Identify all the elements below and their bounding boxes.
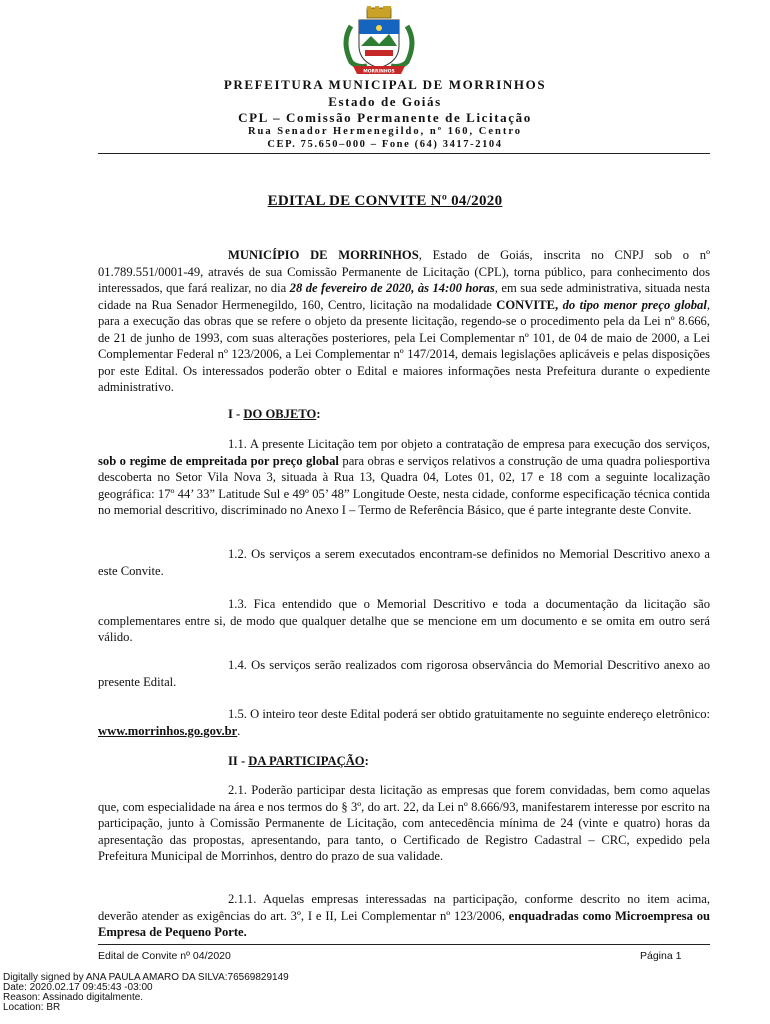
clause-1-4: 1.4. Os serviços serão realizados com rigorosa observância do Memorial Descritivo anexo ao presente Edital. bbox=[98, 658, 710, 689]
signature-reason: Reason: Assinado digitalmente. bbox=[3, 992, 144, 1003]
clause-1-1-text-1: 1.1. A presente Licitação tem por objeto a contratação de empresa para execução dos serviços, bbox=[228, 437, 710, 451]
clause-2-1-1-text: 2.1.1. Aquelas empresas interessadas na participação, conforme descrito no item acima, deverão atender as exigências do art. 3º, I e II, Lei Complementar nº 123/2006, bbox=[98, 892, 710, 923]
clause-1-3: 1.3. Fica entendido que o Memorial Descritivo e toda a documentação da licitação são complementares entre si, de modo que qualquer detalhe que se mencione em um documento e se omita em outro será válido. bbox=[98, 597, 710, 644]
footer-page-number: Página 1 bbox=[640, 950, 682, 962]
intro-municipality: MUNICÍPIO DE MORRINHOS bbox=[228, 248, 419, 262]
footer-document-name: Edital de Convite nº 04/2020 bbox=[98, 950, 231, 962]
header-contact: CEP. 75.650–000 – Fone (64) 3417-2104 bbox=[267, 139, 503, 150]
municipal-coat-of-arms bbox=[337, 6, 421, 78]
section-heading-object bbox=[228, 407, 321, 422]
section-2-prefix: II - bbox=[228, 754, 249, 768]
crest-ribbon-text: MORRINHOS bbox=[363, 69, 395, 75]
clause-1-5-end: . bbox=[237, 723, 241, 738]
intro-date: 28 de fevereiro de 2020, às 14:00 horas bbox=[289, 281, 495, 295]
signature-location: Location: BR bbox=[3, 1002, 61, 1013]
footer-divider bbox=[98, 944, 710, 945]
signature-signer: Digitally signed by ANA PAULA AMARO DA SILVA:76569829149 bbox=[3, 972, 289, 983]
header-address: Rua Senador Hermenegildo, nº 160, Centro bbox=[247, 126, 523, 137]
section-heading-participation bbox=[228, 754, 369, 769]
intro-type: do tipo menor preço global bbox=[558, 297, 707, 312]
document-title: EDITAL DE CONVITE Nº 04/2020 bbox=[267, 193, 503, 209]
intro-modality: CONVITE, bbox=[496, 297, 559, 312]
clause-2-1-1 bbox=[98, 891, 710, 941]
clause-1-2: 1.2. Os serviços a serem executados encontram-se definidos no Memorial Descritivo anexo a este Convite. bbox=[98, 547, 710, 578]
clause-1-1 bbox=[98, 436, 710, 519]
signature-date: Date: 2020.02.17 09:45:43 -03:00 bbox=[3, 982, 153, 993]
clause-2-1: 2.1. Poderão participar desta licitação as empresas que forem convidadas, bem como aquelas que, com especialidade na área e nos termos do § 3º, do art. 22, da Lei nº 8.666/93, manifestarem interesse por escrito na participação, junto à Comissão Permanente de Licitação, com antecedência mínima de 24 (vinte e quatro) horas da apresentação das propostas, apresentando, para tanto, o Certificado de Registro Cadastral – CRC, expedido pela Prefeitura Municipal de Morrinhos, dentro do prazo de sua validade. bbox=[98, 783, 710, 863]
website-link[interactable]: www.morrinhos.go.gov.br bbox=[98, 723, 238, 738]
section-1-label: DO OBJETO bbox=[243, 407, 317, 421]
header-divider bbox=[98, 153, 710, 154]
intro-text-1: , Estado de Goiás, inscrita no CNPJ sob o nº 01.789.551/0001-49, através de sua Comissão Permanente de Licitação (CPL), torna público, para conhecimento dos interessados, que fará realizar, no dia bbox=[98, 248, 710, 295]
header-commission: CPL – Comissão Permanente de Licitação bbox=[238, 110, 532, 125]
section-1-suffix: : bbox=[316, 407, 321, 421]
clause-1-5-text: 1.5. O inteiro teor deste Edital poderá ser obtido gratuitamente no seguinte endereço eletrônico: bbox=[228, 707, 710, 721]
clause-1-1-text-2: para obras e serviços relativos a construção de uma quadra poliesportiva descoberta no Setor Vila Nova 3, situada à Rua 13, Quadra 04, Lotes 01, 02, 17 e 18 com a seguinte localização geográfica: 17º 44’ 33” Latitude Sul e 49º 05’ 48” Longitude Oeste, nesta cidade, conforme especificação técnica contida no memorial descritivo, discriminado no Anexo I – Termo de Referência Básico, que é parte integrante deste Convite. bbox=[98, 453, 711, 517]
intro-paragraph bbox=[98, 247, 710, 396]
section-2-label: DA PARTICIPAÇÃO bbox=[248, 754, 365, 768]
clause-1-5 bbox=[98, 706, 710, 739]
clause-2-1-1-emphasis: enquadradas como Microempresa ou Empresa de Pequeno Porte. bbox=[98, 908, 711, 939]
section-1-prefix: I - bbox=[228, 407, 244, 421]
intro-text-3: , para a execução das obras que se refere o objeto da presente licitação, regendo-se o procedimento pela da Lei nº 8.666, de 21 de junho de 1993, com suas alterações posteriores, pela Lei Complementar nº 101, de 04 de maio de 2000, a Lei Complementar Federal nº 123/2006, a Lei Complementar nº 147/2014, demais legislações aplicáveis e pelas disposições por este Edital. Os interessados poderão obter o Edital e maiores informações nesta Prefeitura durante o expediente administrativo. bbox=[98, 297, 710, 394]
header-institution: PREFEITURA MUNICIPAL DE MORRINHOS bbox=[223, 77, 547, 92]
clause-1-1-regime: sob o regime de empreitada por preço global bbox=[98, 453, 339, 468]
section-2-suffix: : bbox=[364, 754, 369, 768]
header-state: Estado de Goiás bbox=[328, 94, 442, 109]
intro-text-2: , em sua sede administrativa, situada nesta cidade na Rua Senador Hermenegildo, 160, Centro, licitação na modalidade bbox=[98, 281, 710, 312]
